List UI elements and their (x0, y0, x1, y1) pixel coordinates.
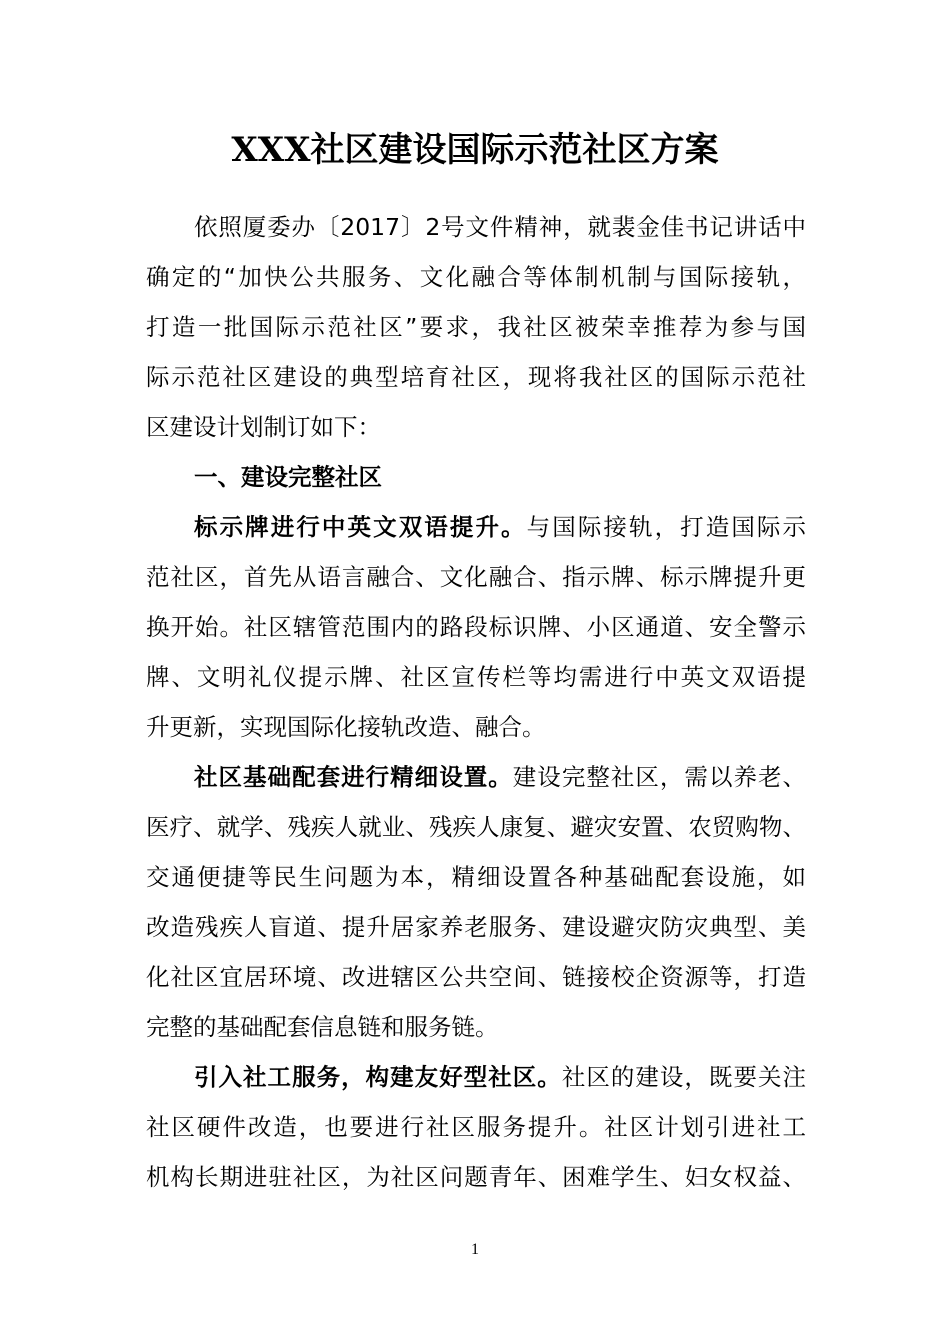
para3-line-1 (146, 1052, 806, 1102)
intro-line-4: 际示范社区建设的典型培育社区，现将我社区的国际示范社 (146, 363, 806, 391)
para1-line-5: 升更新，实现国际化接轨改造、融合。 (146, 713, 546, 741)
intro-line-3: 打造一批国际示范社区”要求，我社区被荣幸推荐为参与国 (146, 313, 806, 341)
paragraph-infrastructure (146, 752, 806, 1052)
section-heading (146, 452, 806, 502)
section-1-heading: 一、建设完整社区 (194, 463, 382, 491)
para1-line-2: 范社区，首先从语言融合、文化融合、指示牌、标示牌提升更 (146, 563, 806, 591)
intro-line-2: 确定的“加快公共服务、文化融合等体制机制与国际接轨， (146, 263, 806, 291)
para1-lead: 标示牌进行中英文双语提升。 (194, 513, 527, 541)
para2-line-3: 交通便捷等民生问题为本，精细设置各种基础配套设施，如 (146, 863, 806, 891)
paragraph-social-work (146, 1052, 806, 1202)
para2-line-6: 完整的基础配套信息链和服务链。 (146, 1013, 499, 1041)
intro-line-5: 区建设计划制订如下： (146, 413, 381, 441)
para1-line-4: 牌、文明礼仪提示牌、社区宣传栏等均需进行中英文双语提 (146, 663, 806, 691)
page-number: 1 (471, 1241, 479, 1258)
paragraph-signage (146, 502, 806, 752)
para2-lead: 社区基础配套进行精细设置。 (194, 763, 513, 791)
para3-lead: 引入社工服务，构建友好型社区。 (194, 1063, 562, 1091)
para2-line-4: 改造残疾人盲道、提升居家养老服务、建设避灾防灾典型、美 (146, 913, 806, 941)
para3-line1-rest: 社区的建设，既要关注 (561, 1063, 806, 1091)
para2-line-1 (146, 752, 806, 802)
document-body (146, 202, 806, 1202)
intro-line-1: 依照厦委办〔2017〕2号文件精神，就裴金佳书记讲话中 (194, 213, 806, 241)
document-title: XXX社区建设国际示范社区方案 (231, 130, 719, 170)
para1-line1-rest: 与国际接轨，打造国际示 (526, 513, 807, 541)
para1-line-3: 换开始。社区辖管范围内的路段标识牌、小区通道、安全警示 (146, 613, 806, 641)
para3-line-2: 社区硬件改造，也要进行社区服务提升。社区计划引进社工 (146, 1113, 806, 1141)
para2-line1-rest: 建设完整社区，需以养老、 (512, 763, 807, 791)
para1-line-1 (146, 502, 806, 552)
para2-line-5: 化社区宜居环境、改进辖区公共空间、链接校企资源等，打造 (146, 963, 806, 991)
para3-line-3: 机构长期进驻社区，为社区问题青年、困难学生、妇女权益、 (146, 1163, 806, 1191)
intro-paragraph (146, 202, 806, 452)
para2-line-2: 医疗、就学、残疾人就业、残疾人康复、避灾安置、农贸购物、 (146, 813, 806, 841)
